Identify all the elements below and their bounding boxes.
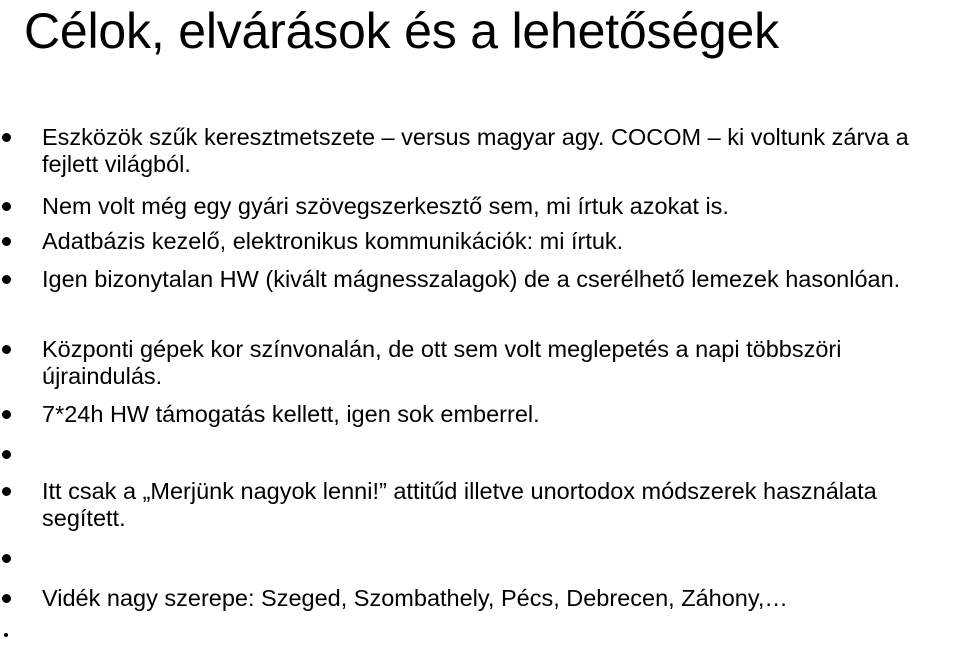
bullet-text: Vidék nagy szerepe: Szeged, Szombathely, Pécs, Debrecen, Záhony,…	[42, 585, 788, 611]
bullet-dot-icon	[2, 487, 11, 496]
bullet-dot-icon	[2, 275, 11, 284]
bullet-text: Itt csak a „Merjünk nagyok lenni!” attitűd illetve unortodox módszerek használata segített.	[42, 478, 877, 531]
bullet-dot-icon	[2, 594, 11, 603]
bullet-dot-icon	[2, 450, 11, 459]
bullet-text: Adatbázis kezelő, elektronikus kommunikációk: mi írtuk.	[42, 228, 624, 254]
bullet-dot-icon	[2, 133, 11, 142]
slide-title: Célok, elvárások és a lehetőségek	[24, 3, 779, 59]
bullet-dot-icon	[2, 237, 11, 246]
bullet-text: Eszközök szűk keresztmetszete – versus magyar agy. COCOM – ki voltunk zárva a fejlett világból.	[42, 124, 909, 177]
bullet-text: 7*24h HW támogatás kellett, igen sok emberrel.	[42, 401, 540, 427]
bullet-dot-icon	[2, 345, 11, 354]
bullet-text: Igen bizonytalan HW (kivált mágnesszalagok) de a cserélhető lemezek hasonlóan.	[42, 266, 901, 292]
bullet-dot-icon	[2, 202, 11, 211]
bullet-text: Nem volt még egy gyári szövegszerkesztő sem, mi írtuk azokat is.	[42, 193, 729, 219]
bullet-dot-icon	[2, 410, 11, 419]
trailing-dot-icon	[4, 633, 8, 637]
bullet-dot-icon	[2, 554, 11, 563]
bullet-text: Központi gépek kor színvonalán, de ott sem volt meglepetés a napi többszöri újraindulás.	[42, 336, 842, 389]
